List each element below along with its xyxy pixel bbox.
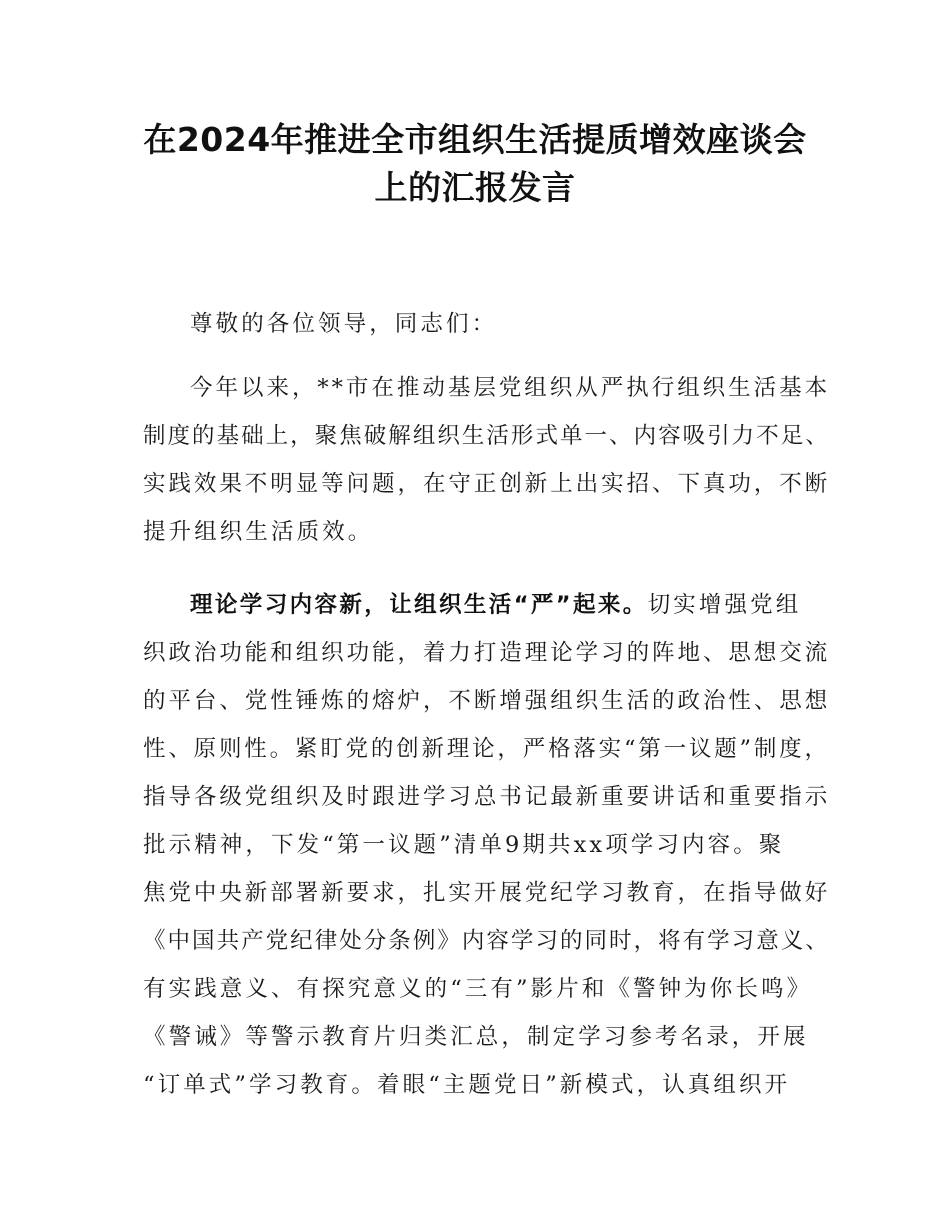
salutation: 尊敬的各位领导，同志们： — [190, 311, 498, 337]
section-1-first-line-rest: 切实增强党组 — [647, 592, 802, 618]
paragraph-line: 有实践意义、有探究意义的“三有”影片和《警钟为你长鸣》 — [143, 976, 813, 1002]
paragraph-line: 指导各级党组织及时跟进学习总书记最新重要讲话和重要指示 — [143, 784, 831, 810]
paragraph-line: 《警诫》等警示教育片归类汇总，制定学习参考名录，开展 — [143, 1024, 809, 1050]
paragraph-line: 焦党中央新部署新要求，扎实开展党纪学习教育，在指导做好 — [143, 880, 831, 906]
paragraph-line: 批示精神，下发“第一议题”清单9期共xx项学习内容。聚 — [143, 832, 785, 858]
document-title-line-2: 上的汇报发言 — [374, 168, 576, 207]
intro-line: 制度的基础上，聚焦破解组织生活形式单一、内容吸引力不足、 — [143, 423, 830, 449]
paragraph-line: “订单式”学习教育。着眼“主题党日”新模式，认真组织开 — [143, 1072, 791, 1098]
section-1-first-line — [190, 590, 801, 620]
paragraph-line: 织政治功能和组织功能，着力打造理论学习的阵地、思想交流 — [143, 640, 831, 666]
intro-line: 提升组织生活质效。 — [143, 519, 374, 545]
intro-line: 今年以来，**市在推动基层党组织从严执行组织生活基本 — [190, 375, 831, 401]
document-title-line-1: 在2024年推进全市组织生活提质增效座谈会 — [143, 120, 807, 159]
intro-line: 实践效果不明显等问题，在守正创新上出实招、下真功，不断 — [143, 471, 831, 497]
paragraph-line: 的平台、党性锤炼的熔炉，不断增强组织生活的政治性、思想 — [143, 688, 831, 714]
paragraph-line: 《中国共产党纪律处分条例》内容学习的同时，将有学习意义、 — [143, 928, 830, 954]
section-1-heading: 理论学习内容新，让组织生活“严”起来。 — [190, 592, 648, 618]
paragraph-line: 性、原则性。紧盯党的创新理论，严格落实“第一议题”制度， — [143, 736, 830, 762]
